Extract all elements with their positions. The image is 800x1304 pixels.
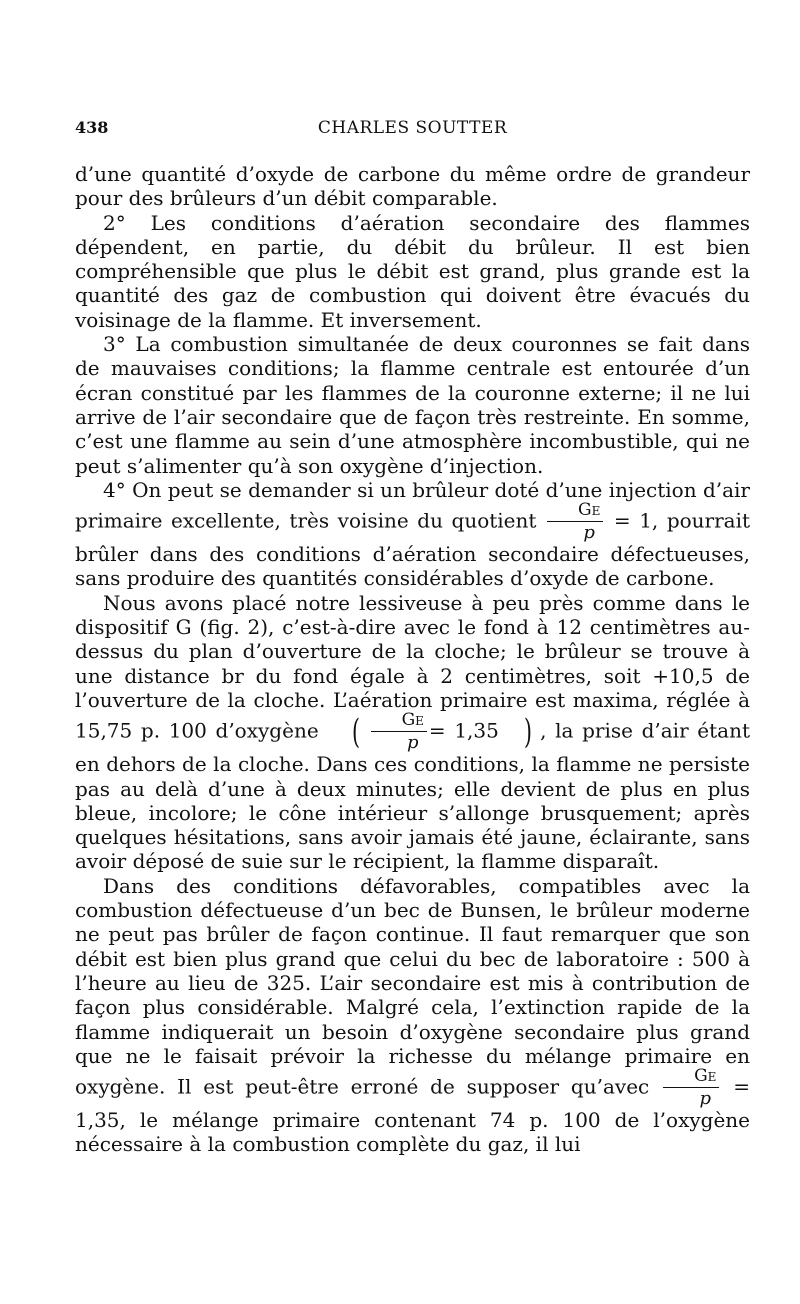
- paragraph-4: [75, 478, 750, 591]
- paragraph-6-text-b: le mélange primaire contenant 74 p. 100 de l’oxygène nécessaire à la combustion complète du gaz, il lui: [75, 1108, 751, 1157]
- running-head: CHARLES SOUTTER: [317, 118, 508, 138]
- right-parenthesis: ): [523, 712, 532, 753]
- page-header: [75, 118, 750, 142]
- fraction-numerator: Ge: [547, 502, 603, 522]
- paragraph-4-text-a: 4° On peut se demander si un brûleur doté d’une injection d’air primaire excellente, très voisine du quotient: [75, 477, 750, 533]
- quotient-fraction: [663, 1068, 719, 1108]
- quotient-fraction: [547, 502, 603, 542]
- paragraph-1: d’une quantité d’oxyde de carbone du même ordre de grandeur pour des brûleurs d’un débit comparable.: [75, 162, 750, 211]
- left-parenthesis: (: [352, 712, 361, 753]
- paragraph-2: 2° Les conditions d’aération secondaire des flammes dépendent, en partie, du débit du brûleur. Il est bien compréhensible que plus le débit est grand, plus grande est la quantité des gaz de combustion qui doivent être évacués du voisinage de la flamme. Et inversement.: [75, 210, 750, 332]
- equation-value: = 1,35,: [75, 1074, 750, 1133]
- paragraph-5-text-b: , la prise d’air étant en dehors de la cloche. Dans ces conditions, la flamme ne persiste pas au delà d’une à deux minutes; elle devient de plus en plus bleue, incolore; le cône intérieur s’allonge brusquement; après quelques hésitations, sans avoir jamais été jaune, éclairante, sans avoir déposé de suie sur le récipient, la flamme disparaît.: [75, 718, 750, 874]
- fraction-numerator: Ge: [663, 1068, 719, 1088]
- paragraph-6: [75, 874, 750, 1157]
- paragraph-5-text-a: Nous avons placé notre lessiveuse à peu près comme dans le dispositif G (fig. 2), c’est-à-dire avec le fond à 12 centimètres au-dessus du plan d’ouverture de la cloche; le brûleur se trouve à une distance br du fond égale à 2 centimètres, soit +10,5 de l’ouverture de la cloche. L’aération primaire est maxima, réglée à 15,75 p. 100 d’oxygène: [75, 590, 750, 743]
- page-number: 438: [75, 118, 109, 137]
- fraction-numerator: Ge: [371, 712, 427, 732]
- paragraph-4-text-b: pourrait brûler dans des conditions d’aération secondaire défectueuses, sans produire des quantités considérables d’oxyde de carbone.: [75, 508, 751, 591]
- equation-value: = 1,: [613, 508, 659, 533]
- quotient-fraction: [371, 712, 427, 752]
- paragraph-5: [75, 591, 750, 874]
- fraction-denominator: p: [699, 1088, 711, 1110]
- fraction-denominator: p: [406, 732, 419, 754]
- equation-value: = 1,35: [428, 718, 499, 743]
- fraction-denominator: p: [583, 522, 595, 544]
- page-body: [75, 162, 750, 1157]
- paragraph-6-text-a: Dans des conditions défavorables, compatibles avec la combustion défectueuse d’un bec de Bunsen, le brûleur moderne ne peut pas brûler de façon continue. Il faut remarquer que son débit est bien plus grand que celui du bec de laboratoire : 500 à l’heure au lieu de 325. L’air secondaire est mis à contribution de façon plus considérable. Malgré cela, l’extinction rapide de la flamme indiquerait un besoin d’oxygène secondaire plus grand que ne le faisait prévoir la richesse du mélange primaire en oxygène. Il est peut-être erroné de supposer qu’avec: [75, 873, 750, 1099]
- paragraph-3: 3° La combustion simultanée de deux couronnes se fait dans de mauvaises conditions; la flamme centrale est entourée d’un écran constitué par les flammes de la couronne externe; il ne lui arrive de l’air secondaire que de façon très restreinte. En somme, c’est une flamme au sein d’une atmosphère incombustible, qui ne peut s’alimenter qu’à son oxygène d’injection.: [75, 332, 750, 478]
